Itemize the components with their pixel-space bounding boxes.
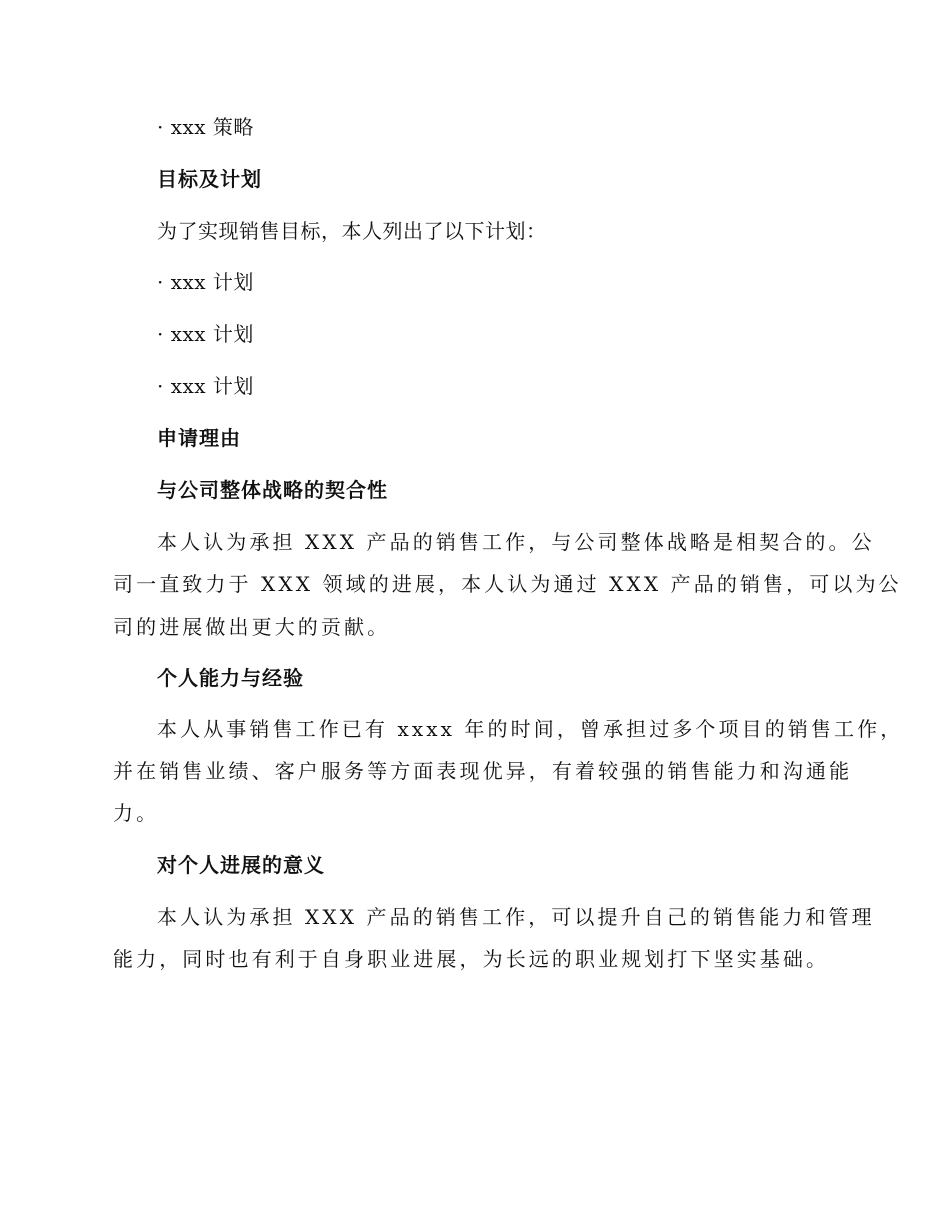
- plan-item: · xxx 计划: [157, 322, 254, 346]
- paragraph-line: 力。: [113, 801, 160, 825]
- heading-reasons: 申请理由: [157, 426, 241, 450]
- paragraph-line: 司一直致力于 XXX 领域的进展，本人认为通过 XXX 产品的销售，可以为公: [113, 572, 902, 596]
- paragraph-line: 并在销售业绩、客户服务等方面表现优异，有着较强的销售能力和沟通能: [113, 759, 853, 783]
- heading-goals: 目标及计划: [157, 167, 262, 191]
- paragraph-line: 能力，同时也有利于自身职业进展，为长远的职业规划打下坚实基础。: [113, 947, 830, 971]
- plan-item: · xxx 计划: [157, 374, 254, 398]
- bullet-strategy: · xxx 策略: [157, 115, 254, 139]
- paragraph-line: 本人认为承担 XXX 产品的销售工作，可以提升自己的销售能力和管理: [157, 905, 875, 929]
- heading-meaning: 对个人进展的意义: [157, 853, 325, 877]
- paragraph-line: 本人从事销售工作已有 xxxx 年的时间，曾承担过多个项目的销售工作，: [157, 717, 904, 741]
- paragraph-line: 本人认为承担 XXX 产品的销售工作，与公司整体战略是相契合的。公: [157, 530, 875, 554]
- goals-intro: 为了实现销售目标，本人列出了以下计划：: [157, 219, 547, 243]
- heading-ability: 个人能力与经验: [157, 666, 304, 690]
- heading-strategy-fit: 与公司整体战略的契合性: [157, 478, 388, 502]
- paragraph-line: 司的进展做出更大的贡献。: [113, 615, 391, 639]
- plan-item: · xxx 计划: [157, 270, 254, 294]
